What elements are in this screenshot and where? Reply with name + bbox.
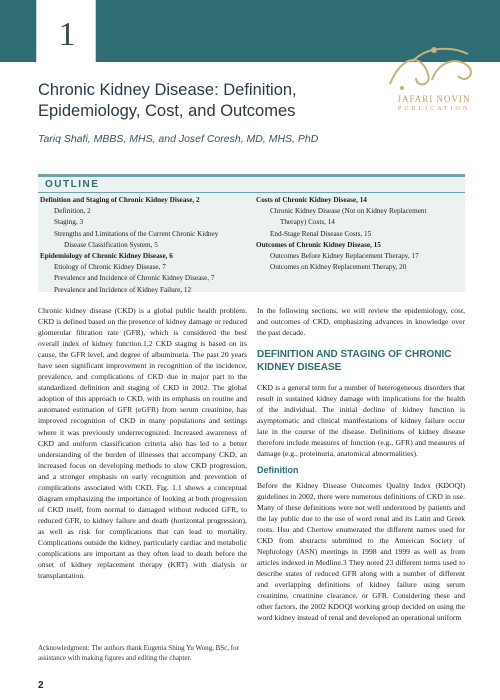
chapter-title-line: Epidemiology, Cost, and Outcomes: [38, 102, 296, 120]
outline-entry[interactable]: Costs of Chronic Kidney Disease, 14: [256, 196, 367, 204]
outline-entry[interactable]: Definition and Staging of Chronic Kidney Disease, 2: [40, 196, 200, 204]
outline-entry[interactable]: Outcomes of Chronic Kidney Disease, 15: [256, 240, 381, 249]
outline-entry-continuation[interactable]: Therapy) Costs, 14: [280, 218, 335, 227]
page-number: 2: [38, 680, 44, 691]
outline-title: OUTLINE: [45, 179, 100, 190]
outline-entry[interactable]: Definition, 2: [54, 207, 91, 216]
acknowledgment: Acknowledgment: The authors thank Eugenia Shing Yu Wong, BSc, for assistance with making figures and editing the chapter.: [38, 644, 239, 662]
publisher-logo: [372, 44, 496, 118]
logo-name: JAFARI NOVIN: [397, 94, 471, 104]
subsection-heading: Definition: [257, 465, 299, 476]
logo-subtitle: PUBLICATION: [397, 106, 471, 112]
outline-box: [38, 174, 465, 292]
chapter-title-line: Chronic Kidney Disease: Definition,: [38, 81, 297, 99]
section-paragraph: CKD is a general term for a number of heterogeneous disorders that result in sustained kidney damage with implications for the health of the individual. The initial decline of kidney function is asymptomatic and clinical manifestations of kidney failure occur late in the course of the disease. Definitions of kidney disease therefore include measures of function (e.g., GFR) and measures of damage (e.g., proteinuria, anatomical abnormalities).: [257, 383, 465, 459]
outline-entry[interactable]: Chronic Kidney Disease (Not on Kidney Replacement: [270, 207, 427, 216]
authors: Tariq Shafi, MBBS, MHS, and Josef Coresh, MD, MHS, PhD: [38, 133, 319, 145]
outline-entry[interactable]: Strengths and Limitations of the Current Chronic Kidney: [54, 229, 219, 238]
outline-entry[interactable]: Prevalence and Incidence of Chronic Kidney Disease, 7: [54, 274, 215, 283]
intro-paragraph: In the following sections, we will review the epidemiology, cost, and outcomes of CKD, emphasizing advances in knowledge over the past decade.: [257, 306, 465, 338]
body-column-left: [38, 305, 247, 587]
body-column-right: [257, 305, 465, 629]
outline-entry[interactable]: Staging, 3: [54, 218, 84, 227]
logo-ornament-icon: [372, 44, 496, 94]
outline-entry[interactable]: Epidemiology of Chronic Kidney Disease, 6: [40, 252, 173, 261]
outline-entry-continuation[interactable]: Disease Classification System, 5: [64, 240, 158, 249]
definition-paragraph: Before the Kidney Disease Outcomes Quality Index (KDOQI) guidelines in 2002, there were numerous definitions of CKD in use. Many of these definitions were not well understood by patients and the lay public due to the use of word renal and its Latin and Greek roots. Hsu and Chertow enumerated the different names used for CKD from abstracts submitted to the American Society of Nephrology (ASN) meetings in 1998 and 1999 as well as from articles indexed in Medline.3 They noted 23 different terms used to describe states of reduced GFR along with a number of different and overlapping definitions of kidney failure using serum creatinine, creatinine clearance, or GFR. Considering these and other factors, the 2002 KDOQI working group decided on using the word kidney instead of renal and developed an operational uniform: [257, 480, 465, 623]
outline-entry[interactable]: Etiology of Chronic Kidney Disease, 7: [54, 263, 166, 272]
chapter-number-box: [36, 0, 96, 62]
outline-entry[interactable]: Outcomes Before Kidney Replacement Therapy, 17: [270, 252, 419, 261]
body-paragraph: Chronic kidney disease (CKD) is a global public health problem. CKD is defined based on the presence of kidney damage or reduced glomerular filtration rate (GFR), which is considered the best overall index of kidney function.1,2 CKD staging is based on its cause, the GFR level, and degree of albuminuria. The past 20 years have seen significant improvement in recognition of the incidence, prevalence, and complications of CKD due in major part to the standardized definition and staging of CKD in 2002. The global adoption of this approach to CKD, with its emphasis on routine and automated estimation of GFR (eGFR) from serum creatinine, has improved recognition of CKD in many populations and settings where it was previously underrecognized. Increased awareness of CKD and uniform classification criteria also has led to a better understanding of the burden of illnesses that accompany CKD, an increased focus on developing methods to slow CKD progression, and a stronger emphasis on early recognition and prevention of complications associated with CKD. Fig. 1.1 shows a conceptual diagram emphasizing the importance of looking at both progression of CKD itself, from normal to damaged without reduced GFR, to reduced GFR, to kidney failure and death (horizontal progression), as well as risk for complications that can lead to mortality. Complications outside the kidney, particularly cardiac and metabolic complications are important as they often lead to death before the onset of kidney replacement therapy (KRT) with dialysis or transplantation.: [38, 306, 247, 581]
outline-column-left: [40, 195, 250, 296]
outline-entry[interactable]: End-Stage Renal Disease Costs, 15: [270, 229, 372, 238]
outline-header: [38, 179, 465, 193]
outline-entry[interactable]: Prevalence and Incidence of Kidney Failure, 12: [54, 285, 192, 294]
chapter-title: [38, 80, 368, 122]
outline-entry[interactable]: Outcomes on Kidney Replacement Therapy, 20: [270, 263, 407, 272]
chapter-number: 1: [58, 16, 76, 53]
section-heading: DEFINITION AND STAGING OF CHRONIC KIDNEY DISEASE: [257, 349, 452, 374]
outline-column-right: [256, 195, 461, 273]
